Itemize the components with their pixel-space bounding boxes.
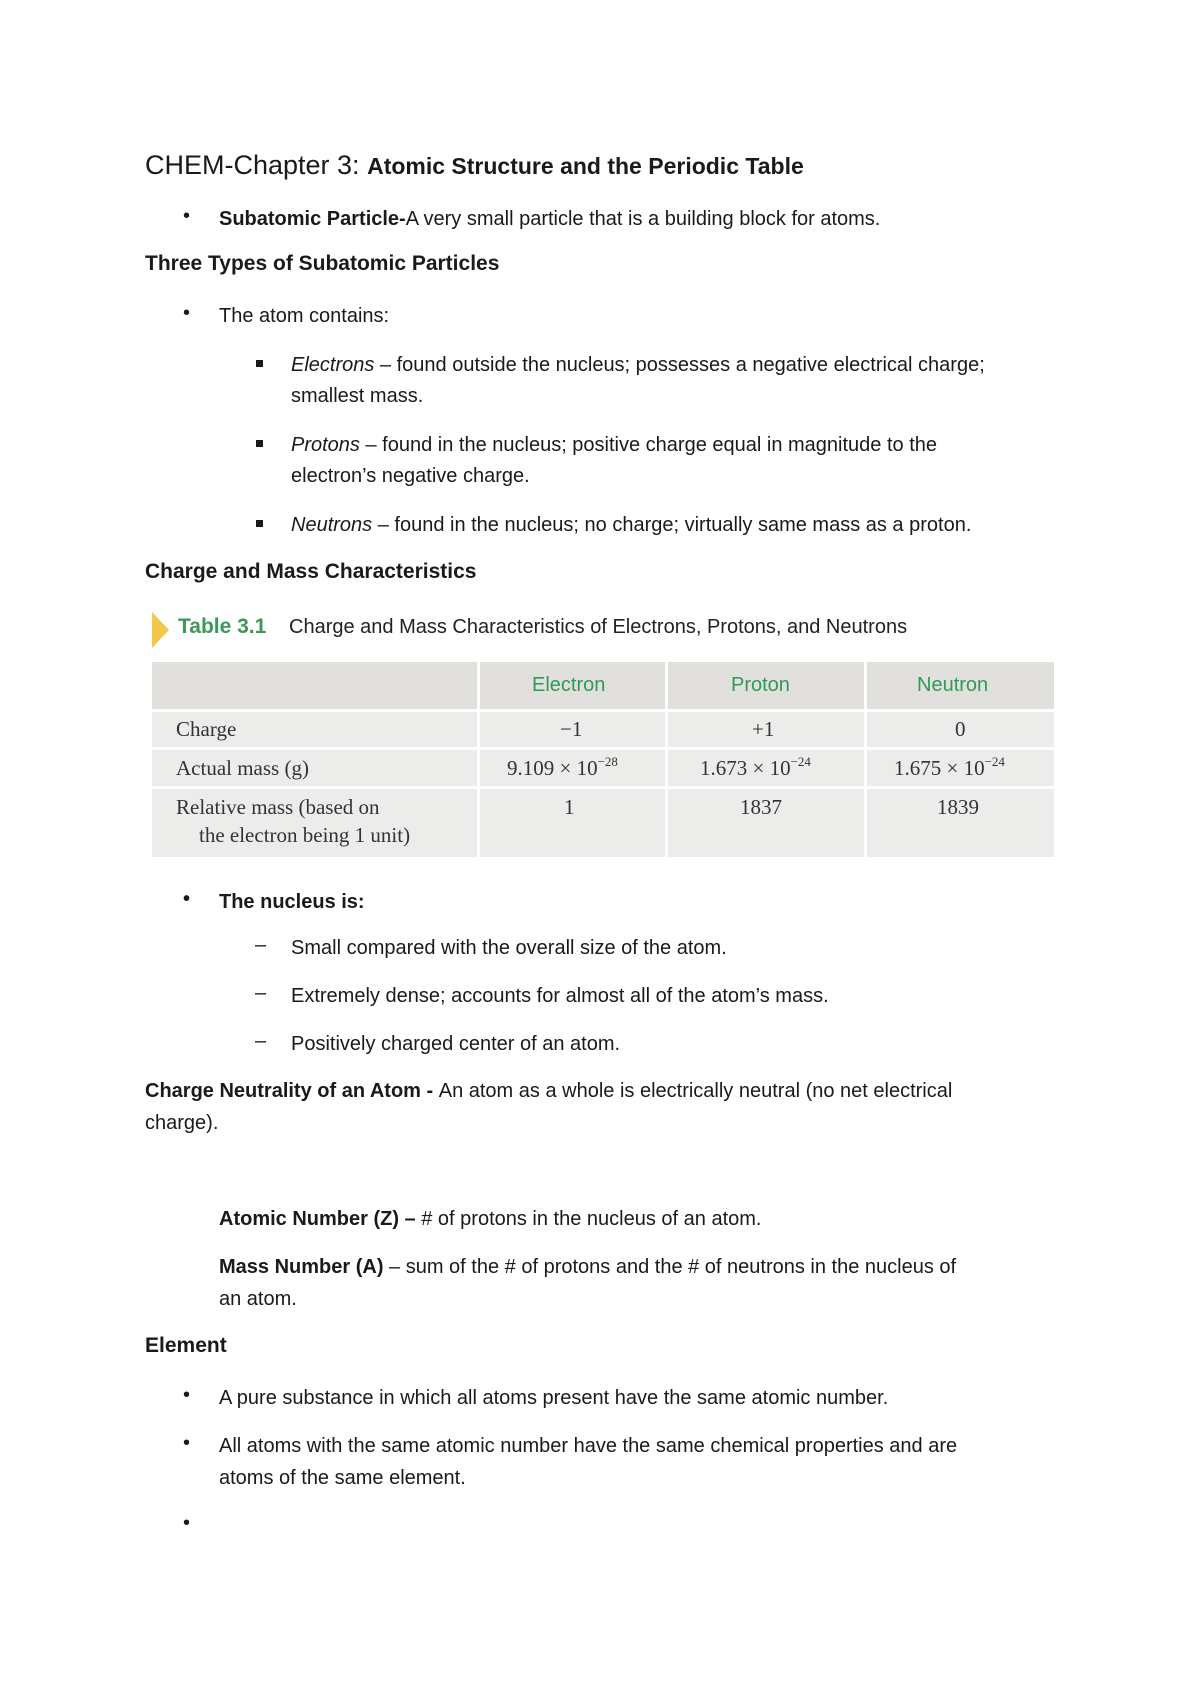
nucleus-heading: The nucleus is: [219, 891, 365, 913]
page-title [145, 150, 804, 181]
table-row [152, 750, 477, 786]
element-item: A pure substance in which all atoms present have the same atomic number. [219, 1387, 889, 1409]
mass-number-desc: – sum of the # of protons and the # of neutrons in the nucleus of [383, 1256, 957, 1278]
charge-mass-heading: Charge and Mass Characteristics [145, 560, 477, 583]
row-label: Charge [176, 717, 237, 741]
electron-mass-exp: −28 [597, 754, 618, 769]
column-electron: Electron [532, 674, 606, 696]
neutron-mass-exp: −24 [984, 754, 1005, 769]
neutron-mass [894, 756, 1005, 781]
neutron-mass-base: 1.675 × 10 [894, 756, 985, 780]
protons-desc: – found in the nucleus; positive charge equal in magnitude to the [359, 434, 937, 456]
table-cell [668, 712, 864, 747]
electron-relative-mass: 1 [564, 795, 575, 819]
row-label: Relative mass (based on [176, 795, 380, 819]
square-bullet-icon [256, 360, 263, 367]
mass-number-term: Mass Number (A) [219, 1256, 384, 1278]
dash-icon: – [255, 982, 267, 1004]
row-label-cont: the electron being 1 unit) [199, 823, 411, 847]
neutrality-desc: An atom as a whole is electrically neutral (no net electrical [438, 1080, 953, 1102]
table-row [152, 712, 477, 747]
bullet-icon: • [183, 1512, 191, 1534]
mass-number-definition [219, 1252, 956, 1283]
table-header-cell [480, 662, 665, 709]
nucleus-item: Positively charged center of an atom. [291, 1033, 621, 1055]
title-chapter: CHEM-Chapter 3: [145, 150, 360, 180]
neutron-charge: 0 [955, 717, 966, 741]
element-item: All atoms with the same atomic number have the same chemical properties and are [219, 1435, 958, 1457]
caption-arrow-icon [152, 612, 169, 648]
mass-number-desc-cont: an atom. [219, 1288, 297, 1310]
row-label: Actual mass (g) [176, 756, 309, 780]
nucleus-item: Extremely dense; accounts for almost all of the atom’s mass. [291, 985, 829, 1007]
table-row [152, 789, 477, 857]
column-proton: Proton [731, 674, 790, 696]
table-header-cell [668, 662, 864, 709]
neutrons-desc: – found in the nucleus; no charge; virtually same mass as a proton. [372, 514, 972, 536]
table-cell [867, 789, 1054, 857]
table-caption-text: Charge and Mass Characteristics of Electrons, Protons, and Neutrons [289, 616, 908, 638]
neutrality-desc-cont: charge). [145, 1112, 219, 1134]
proton-charge: +1 [752, 717, 775, 741]
subatomic-definition [219, 204, 880, 235]
subatomic-term: Subatomic Particle- [219, 208, 406, 230]
bullet-icon: • [183, 888, 191, 910]
protons-desc-cont: electron’s negative charge. [291, 465, 530, 487]
neutrality-term: Charge Neutrality of an Atom - [145, 1080, 439, 1102]
electrons-term: Electrons [291, 354, 375, 376]
table-cell [867, 750, 1054, 786]
bullet-icon: • [183, 205, 191, 227]
subatomic-desc: A very small particle that is a building block for atoms. [405, 208, 881, 230]
electron-charge: −1 [560, 717, 583, 741]
neutrality-paragraph [145, 1076, 952, 1107]
neutron-relative-mass: 1839 [937, 795, 979, 819]
nucleus-item: Small compared with the overall size of the atom. [291, 937, 727, 959]
atomic-number-desc: # of protons in the nucleus of an atom. [415, 1208, 762, 1230]
dash-icon: – [255, 934, 267, 956]
table-header-empty [152, 662, 477, 709]
table-cell [668, 750, 864, 786]
table-cell [480, 712, 665, 747]
title-topic: Atomic Structure and the Periodic Table [367, 153, 804, 179]
proton-mass-exp: −24 [790, 754, 811, 769]
table-cell [480, 789, 665, 857]
protons-term: Protons [291, 434, 360, 456]
table-cell [668, 789, 864, 857]
column-neutron: Neutron [917, 674, 989, 696]
element-heading: Element [145, 1334, 227, 1357]
electron-mass-base: 9.109 × 10 [507, 756, 598, 780]
table-caption-number: Table 3.1 [178, 615, 267, 638]
electrons-desc-cont: smallest mass. [291, 385, 424, 407]
electron-mass [507, 756, 618, 781]
atomic-number-definition [219, 1204, 761, 1235]
table-header-cell [867, 662, 1054, 709]
electrons-desc: – found outside the nucleus; possesses a negative electrical charge; [374, 354, 985, 376]
square-bullet-icon [256, 440, 263, 447]
bullet-icon: • [183, 302, 191, 324]
neutrons-term: Neutrons [291, 514, 373, 536]
three-types-heading: Three Types of Subatomic Particles [145, 252, 500, 275]
dash-icon: – [255, 1030, 267, 1052]
charge-mass-table [152, 662, 1054, 857]
square-bullet-icon [256, 520, 263, 527]
table-cell [867, 712, 1054, 747]
proton-mass-base: 1.673 × 10 [700, 756, 791, 780]
atomic-number-term: Atomic Number (Z) – [219, 1208, 416, 1230]
element-item-cont: atoms of the same element. [219, 1467, 466, 1489]
bullet-icon: • [183, 1384, 191, 1406]
proton-mass [700, 756, 811, 781]
proton-relative-mass: 1837 [740, 795, 782, 819]
neutrons-item [291, 510, 971, 541]
atom-contains-text: The atom contains: [219, 305, 390, 327]
bullet-icon: • [183, 1432, 191, 1454]
electrons-item [291, 350, 985, 381]
table-cell [480, 750, 665, 786]
protons-item [291, 430, 937, 461]
